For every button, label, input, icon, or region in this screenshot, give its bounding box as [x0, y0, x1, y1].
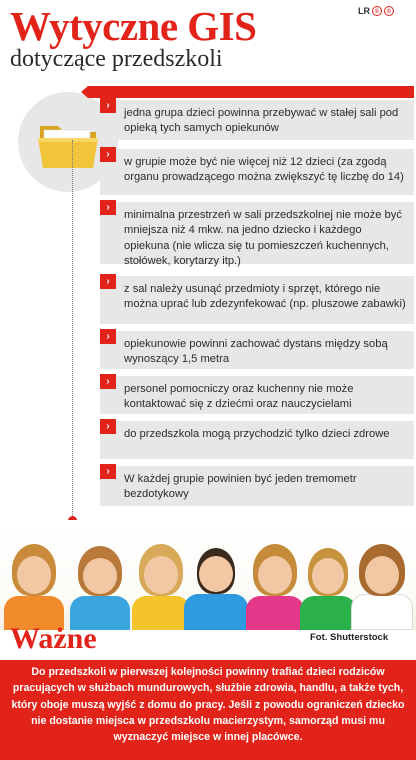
- header-banner-bar: [88, 86, 414, 98]
- important-heading: Ważne: [10, 622, 97, 655]
- guideline-item: [100, 276, 414, 324]
- page-title: Wytyczne GIS: [10, 3, 257, 49]
- chevron-right-icon: ›: [100, 374, 116, 389]
- guideline-text: w grupie może być nie więcej niż 12 dzieci (za zgodą organu prowadzącego można zwiększyć tę liczbę do 14): [124, 156, 404, 184]
- child-figure: [4, 530, 64, 630]
- important-note: [0, 660, 416, 760]
- guideline-text: z sal należy usunąć przedmioty i sprzęt, którego nie można uprać lub zdezynfekować (np. pluszowe zabawki): [124, 283, 406, 311]
- photo-credit: Fot. Shutterstock: [310, 632, 389, 643]
- guideline-text: minimalna przestrzeń w sali przedszkolnej nie może być mniejsza niż 4 mkw. na jedno dziecko i każdego opiekuna (nie wlicza się tu pomieszczeń kuchennych, stołówek, korytarzy itp.): [124, 209, 402, 267]
- chevron-right-icon: ›: [100, 147, 116, 162]
- logo-circle-icon: ©: [384, 6, 394, 16]
- guideline-item: [100, 421, 414, 459]
- guideline-item: [100, 149, 414, 195]
- child-figure: [352, 534, 412, 630]
- guideline-text: jedna grupa dzieci powinna przebywać w stałej sali pod opieką tych samych opiekunów: [124, 107, 399, 135]
- important-text: Do przedszkoli w pierwszej kolejności powinny trafiać dzieci rodziców pracujących w służbach mundurowych, służbie zdrowia, handlu, a także tych, który oboje muszą wyjść z domu do pracy. Jeśli z powodu ograniczeń dziecko nie dostanie miejsca w przedszkolu macierzystym, samorząd musi mu wyznaczyć miejsce w innej placówce.: [11, 666, 405, 744]
- publisher-logo: [358, 6, 394, 16]
- chevron-right-icon: ›: [100, 419, 116, 434]
- guideline-text: do przedszkola mogą przychodzić tylko dzieci zdrowe: [124, 428, 390, 440]
- children-photo: [0, 520, 416, 630]
- child-figure: [70, 534, 130, 630]
- guideline-text: opiekunowie powinni zachować dystans między sobą wynoszący 1,5 metra: [124, 338, 388, 366]
- child-figure: [184, 530, 248, 630]
- child-figure: [246, 532, 304, 630]
- guideline-item: [100, 466, 414, 506]
- logo-text: LR: [358, 6, 370, 16]
- guideline-text: personel pomocniczy oraz kuchenny nie może kontaktować się z dziećmi oraz nauczycielami: [124, 383, 354, 411]
- chevron-right-icon: ›: [100, 329, 116, 344]
- guideline-item: [100, 202, 414, 267]
- guideline-text: W każdej grupie powinien być jeden tremometr bezdotykowy: [124, 473, 357, 501]
- page-subtitle: dotyczące przedszkoli: [10, 46, 223, 72]
- child-figure: [300, 536, 356, 630]
- guideline-item: [100, 100, 414, 140]
- timeline-line: [72, 140, 73, 520]
- chevron-right-icon: ›: [100, 98, 116, 113]
- chevron-right-icon: ›: [100, 464, 116, 479]
- chevron-right-icon: ›: [100, 274, 116, 289]
- child-figure: [132, 532, 190, 630]
- chevron-right-icon: ›: [100, 200, 116, 215]
- logo-circle-icon: ©: [372, 6, 382, 16]
- guideline-item: [100, 331, 414, 369]
- guideline-item: [100, 376, 414, 414]
